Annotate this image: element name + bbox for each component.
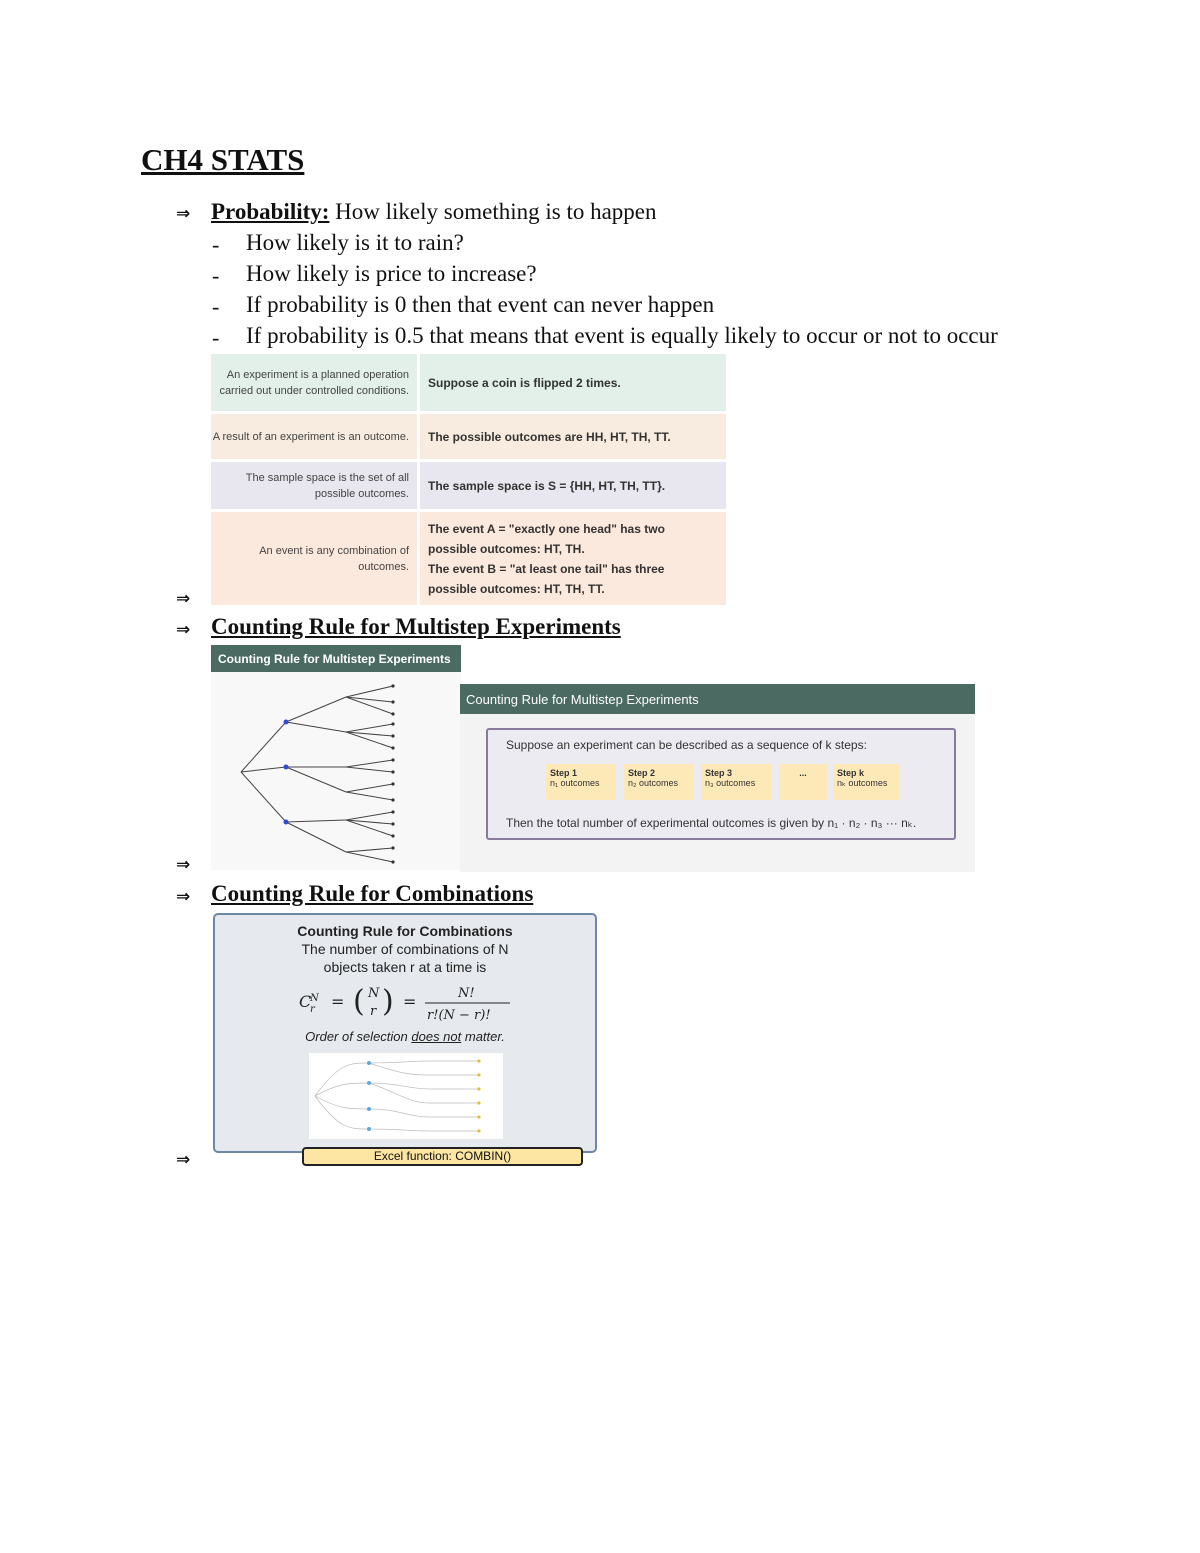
combinations-line1: The number of combinations of N bbox=[301, 941, 509, 957]
note-text: matter. bbox=[461, 1029, 505, 1044]
example-text: possible outcomes: HT, TH. bbox=[428, 541, 585, 556]
list-item: How likely is it to rain? bbox=[246, 230, 464, 255]
svg-text:): ) bbox=[382, 984, 394, 1019]
example-cell bbox=[420, 354, 726, 411]
note-emphasis: does not bbox=[411, 1029, 462, 1044]
tree-diagram bbox=[211, 672, 461, 870]
svg-text:N: N bbox=[310, 993, 319, 1004]
definitions-table bbox=[211, 354, 726, 605]
multistep-box-header: Counting Rule for Multistep Experiments bbox=[460, 684, 975, 714]
section-heading-combinations: Counting Rule for Combinations bbox=[211, 881, 534, 906]
example-text: The sample space is S = {HH, HT, TH, TT}. bbox=[428, 478, 666, 493]
page-title: CH4 STATS bbox=[141, 142, 305, 177]
svg-text:(: ( bbox=[353, 984, 365, 1019]
svg-text:r!(N − r)!: r!(N − r)! bbox=[427, 1008, 491, 1023]
step-title: ... bbox=[799, 768, 807, 778]
dash-bullet: - bbox=[212, 263, 220, 288]
multistep-conclusion: Then the total number of experimental outcomes is given by n₁ · n₂ · n₃ ··· nₖ. bbox=[506, 816, 917, 830]
example-text: Suppose a coin is flipped 2 times. bbox=[428, 375, 621, 390]
excel-function-label: Excel function: COMBIN() bbox=[302, 1147, 583, 1166]
step-title: Step 2 bbox=[628, 768, 656, 778]
step-sub: n₃ outcomes bbox=[705, 778, 756, 788]
dash-bullet: - bbox=[212, 294, 220, 319]
step-title: Step 3 bbox=[705, 768, 733, 778]
step-box bbox=[624, 764, 694, 800]
definition-cell: An event is any combination of outcomes. bbox=[211, 512, 417, 605]
arrow-bullet: ⇒ bbox=[176, 887, 191, 907]
step-title: Step k bbox=[837, 768, 865, 778]
dash-bullet: - bbox=[212, 232, 220, 257]
step-box bbox=[779, 764, 827, 800]
table-row bbox=[211, 512, 726, 605]
example-text: The possible outcomes are HH, HT, TH, TT. bbox=[428, 429, 671, 444]
multistep-intro: Suppose an experiment can be described as a sequence of k steps: bbox=[506, 738, 867, 752]
arrow-bullet: ⇒ bbox=[176, 589, 191, 609]
definition-cell: An experiment is a planned operation carried out under controlled conditions. bbox=[211, 354, 417, 411]
arrow-bullet: ⇒ bbox=[176, 620, 191, 640]
example-text: possible outcomes: HT, TH, TT. bbox=[428, 581, 605, 596]
example-cell bbox=[420, 512, 726, 605]
combinations-note bbox=[215, 1029, 595, 1044]
example-cell bbox=[420, 462, 726, 509]
example-text: The event B = "at least one tail" has three bbox=[428, 561, 665, 576]
combinations-tree bbox=[309, 1053, 503, 1139]
step-sub: n₁ outcomes bbox=[550, 778, 600, 788]
note-text: Order of selection bbox=[305, 1029, 412, 1044]
svg-text:r: r bbox=[370, 1004, 377, 1019]
arrow-bullet: ⇒ bbox=[176, 1150, 191, 1170]
combinations-rule-box bbox=[213, 913, 597, 1153]
example-text: The event A = "exactly one head" has two bbox=[428, 521, 665, 536]
tree-diagram-image bbox=[211, 672, 461, 870]
dash-bullet: - bbox=[212, 325, 220, 350]
probability-line bbox=[211, 199, 657, 225]
table-row bbox=[211, 354, 726, 411]
svg-text:N: N bbox=[368, 986, 380, 1001]
step-sub: n₂ outcomes bbox=[628, 778, 679, 788]
probability-term: Probability: bbox=[211, 199, 330, 224]
step-box bbox=[701, 764, 771, 800]
step-sub: nₖ outcomes bbox=[837, 778, 888, 788]
svg-text:=: = bbox=[331, 992, 345, 1011]
table-row bbox=[211, 414, 726, 459]
arrow-bullet: ⇒ bbox=[176, 855, 191, 875]
combination-formula bbox=[295, 979, 525, 1025]
multistep-rule-box bbox=[460, 684, 975, 872]
step-title: Step 1 bbox=[550, 768, 578, 778]
list-item: If probability is 0.5 that means that event is equally likely to occur or not to occur bbox=[246, 323, 998, 348]
svg-text:r: r bbox=[310, 1004, 315, 1015]
list-item: If probability is 0 then that event can never happen bbox=[246, 292, 715, 317]
list-item: How likely is price to increase? bbox=[246, 261, 537, 286]
multistep-inner-box bbox=[486, 728, 956, 840]
combinations-box-title: Counting Rule for Combinations bbox=[297, 923, 513, 939]
combinations-line2: objects taken r at a time is bbox=[323, 959, 487, 975]
combinations-tree-image bbox=[309, 1053, 503, 1139]
example-cell bbox=[420, 414, 726, 459]
section-heading-multistep: Counting Rule for Multistep Experiments bbox=[211, 614, 621, 639]
step-box bbox=[546, 764, 616, 800]
multistep-banner: Counting Rule for Multistep Experiments bbox=[211, 645, 461, 672]
definition-cell: A result of an experiment is an outcome. bbox=[211, 414, 417, 459]
arrow-bullet: ⇒ bbox=[176, 204, 191, 224]
svg-text:=: = bbox=[403, 992, 417, 1011]
definition-cell: The sample space is the set of all possible outcomes. bbox=[211, 462, 417, 509]
step-box bbox=[833, 764, 899, 800]
svg-text:N!: N! bbox=[458, 986, 475, 1001]
table-row bbox=[211, 462, 726, 509]
svg-text:C: C bbox=[299, 992, 312, 1011]
probability-definition: How likely something is to happen bbox=[329, 199, 657, 224]
